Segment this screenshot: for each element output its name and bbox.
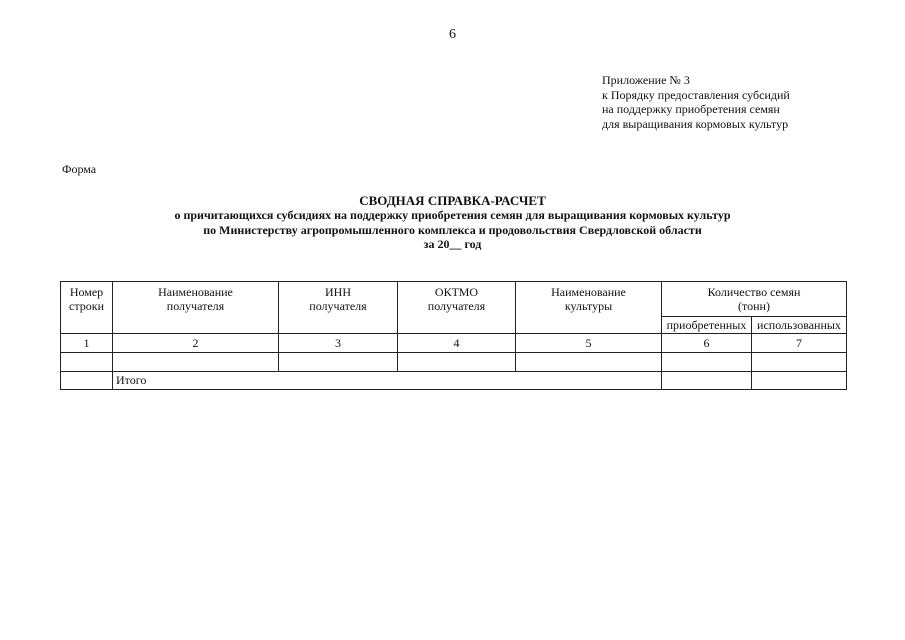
title-line: по Министерству агропромышленного комплекса и продовольствия Свердловской области: [203, 222, 702, 237]
header-crop-name: [516, 282, 662, 334]
table-cell: [279, 353, 398, 372]
table-cell: [752, 372, 847, 390]
header-text: получателя: [309, 299, 367, 313]
appendix-line: для выращивания кормовых культур: [602, 116, 789, 131]
header-text: получателя: [427, 299, 486, 313]
header-text: ИНН: [325, 285, 351, 299]
column-number: 7: [752, 334, 847, 353]
title-period: за 20__ год: [423, 237, 482, 251]
header-seed-quantity: [662, 282, 847, 317]
table-row: [61, 353, 847, 372]
table-cell: [662, 353, 752, 372]
header-recipient-name: [113, 282, 279, 334]
appendix-line: Приложение № 3: [602, 73, 690, 87]
header-text: Наименование: [551, 285, 626, 299]
header-text: Номер: [69, 285, 104, 299]
table-cell: [662, 372, 752, 390]
header-text: строки: [69, 299, 104, 313]
column-number-row: [61, 334, 847, 353]
title-main: СВОДНАЯ СПРАВКА-РАСЧЕТ: [359, 193, 546, 208]
header-text: культуры: [564, 299, 613, 313]
table-header-row: [61, 282, 847, 317]
header-inn: [279, 282, 398, 334]
header-text: Наименование: [158, 285, 233, 299]
column-number: 3: [279, 334, 398, 353]
header-oktmo: [398, 282, 516, 334]
header-text: (тонн): [738, 299, 770, 313]
report-table: [60, 281, 847, 390]
table-cell: [398, 353, 516, 372]
form-label: Форма: [62, 162, 97, 176]
header-text: получателя: [166, 299, 225, 313]
page-number: 6: [449, 27, 456, 42]
table-cell: [516, 353, 662, 372]
column-number: 6: [662, 334, 752, 353]
table-cell: [113, 353, 279, 372]
header-text: ОКТМО: [434, 285, 479, 299]
title-line: о причитающихся субсидиях на поддержку приобретения семян для выращивания кормовых культур: [174, 208, 731, 222]
header-used: использованных: [752, 317, 847, 334]
column-number: 2: [113, 334, 279, 353]
appendix-line: к Порядку предоставления субсидий: [602, 87, 790, 102]
header-purchased: приобретенных: [662, 317, 752, 334]
table-cell: [752, 353, 847, 372]
table-cell: [61, 353, 113, 372]
document-title: [0, 193, 905, 252]
table-cell: [61, 372, 113, 390]
total-label: Итого: [113, 372, 662, 390]
column-number: 1: [61, 334, 113, 353]
column-number: 5: [516, 334, 662, 353]
header-row-number: [61, 282, 113, 334]
appendix-reference: [602, 73, 862, 131]
appendix-line: на поддержку приобретения семян: [602, 102, 780, 116]
column-number: 4: [398, 334, 516, 353]
total-row: [61, 372, 847, 390]
header-text: Количество семян: [707, 285, 801, 299]
